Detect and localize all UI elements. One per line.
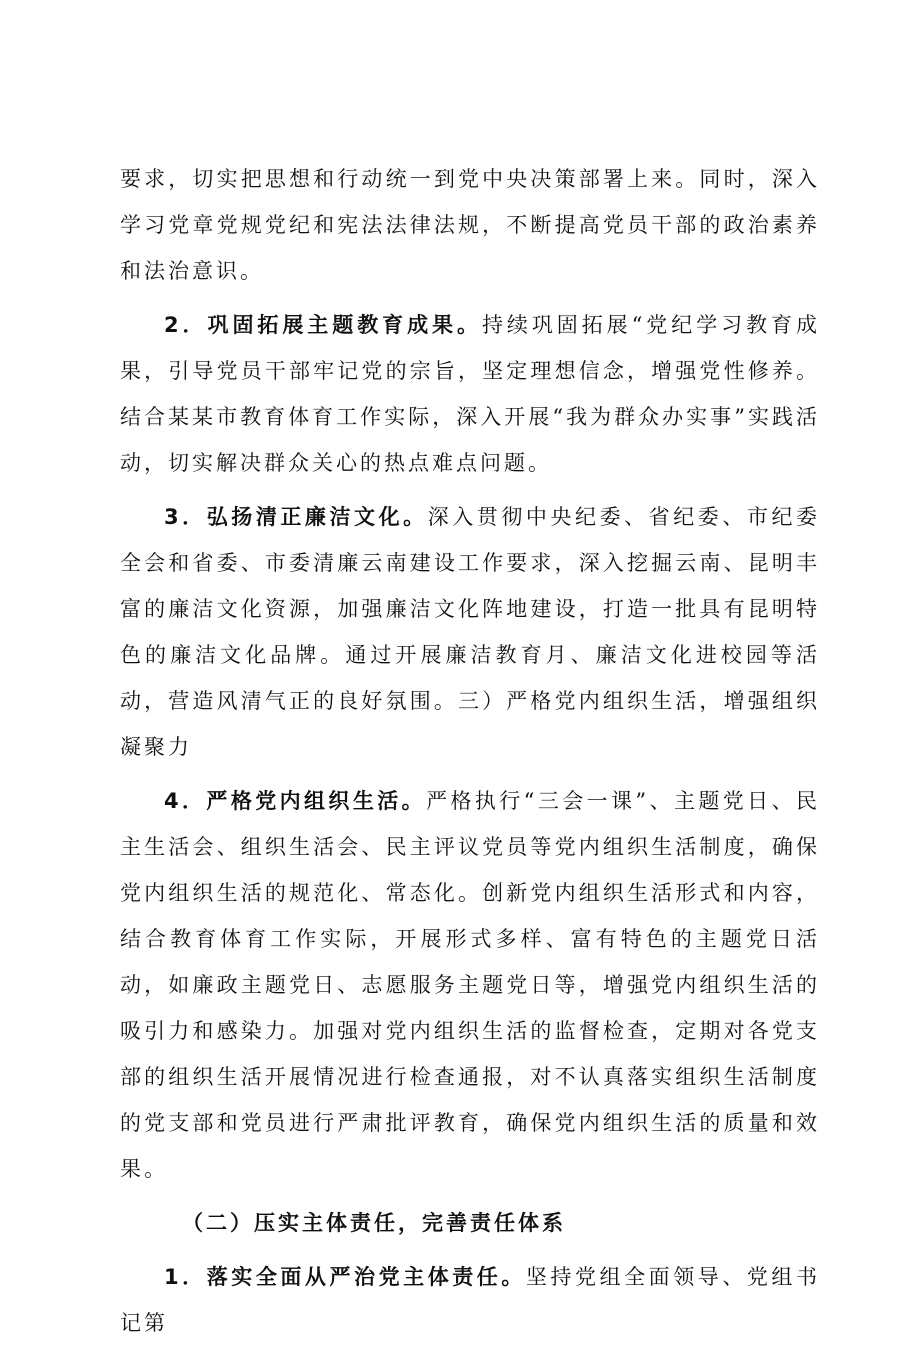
paragraph-heading: 4．严格党内组织生活。 <box>164 789 427 813</box>
paragraph-item-4 <box>120 778 820 1192</box>
paragraph-item-1 <box>120 1254 820 1346</box>
section-heading: （二）压实主体责任，完善责任体系 <box>182 1211 566 1235</box>
paragraph-heading: 3．弘扬清正廉洁文化。 <box>164 505 428 529</box>
paragraph-heading: 1．落实全面从严治党主体责任。 <box>164 1265 526 1289</box>
paragraph-text: 严格执行“三会一课”、主题党日、民主生活会、组织生活会、民主评议党员等党内组织生活制度，确保党内组织生活的规范化、常态化。创新党内组织生活形式和内容，结合教育体育工作实际，开展形式多样、富有特色的主题党日活动，如廉政主题党日、志愿服务主题党日等，增强党内组织生活的吸引力和感染力。加强对党内组织生活的监督检查，定期对各党支部的组织生活开展情况进行检查通报，对不认真落实组织生活制度的党支部和党员进行严肃批评教育，确保党内组织生活的质量和效果。 <box>120 789 820 1181</box>
paragraph-heading: 2．巩固拓展主题教育成果。 <box>164 313 482 337</box>
paragraph-item-3 <box>120 494 820 770</box>
paragraph-text: 要求，切实把思想和行动统一到党中央决策部署上来。同时，深入学习党章党规党纪和宪法法律法规，不断提高党员干部的政治素养和法治意识。 <box>120 167 820 283</box>
paragraph-text: 深入贯彻中央纪委、省纪委、市纪委全会和省委、市委清廉云南建设工作要求，深入挖掘云南、昆明丰富的廉洁文化资源，加强廉洁文化阵地建设，打造一批具有昆明特色的廉洁文化品牌。通过开展廉洁教育月、廉洁文化进校园等活动，营造风清气正的良好氛围。三）严格党内组织生活，增强组织凝聚力 <box>120 505 820 759</box>
paragraph-text: 坚持党组全面领导、党组书记第 <box>120 1265 820 1335</box>
document-body <box>120 156 820 1354</box>
paragraph-text: 持续巩固拓展“党纪学习教育成果，引导党员干部牢记党的宗旨，坚定理想信念，增强党性修养。结合某某市教育体育工作实际，深入开展“我为群众办实事”实践活动，切实解决群众关心的热点难点问题。 <box>120 313 820 475</box>
paragraph-continuation <box>120 156 820 294</box>
paragraph-item-2 <box>120 302 820 486</box>
